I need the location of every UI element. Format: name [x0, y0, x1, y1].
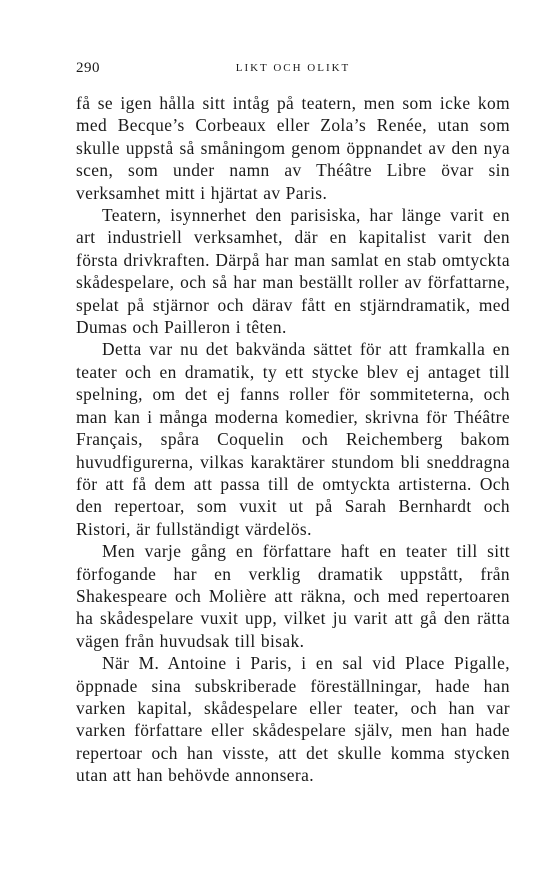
paragraph: Detta var nu det bakvända sättet för att framkalla en teater och en dramatik, ty ett stycke blev ej antaget till spelning, om det ej fanns roller för sommiteterna, och man kan i många moderna komedier, skrivna för Théâtre Français, spåra Coquelin och Reichemberg bakom huvudfigurerna, vilkas karaktärer stundom bli sneddragna för att få dem att passa till de omtyckta artisterna. Och den repertoar, som vuxit ut på Sarah Bernhardt och Ristori, är fullständigt värdelös.: [76, 339, 510, 539]
body-text: [76, 92, 510, 787]
page-number: 290: [76, 60, 100, 76]
running-head: LIKT OCH OLIKT: [235, 62, 351, 74]
paragraph: Men varje gång en författare haft en teater till sitt förfogande har en verklig dramatik uppstått, från Shakespeare och Molière att räkna, och med repertoaren ha skådespelare vuxit upp, vilket ju varit att gå den rätta vägen från huvudsak till bisak.: [76, 541, 510, 651]
paragraph: Teatern, isynnerhet den parisiska, har länge varit en art industriell verksamhet, där en kapitalist varit den första drivkraften. Därpå har man samlat en stab omtyckta skådespelare, och så har man beställt roller av författarne, spelat på stjärnor och därav fått en stjärndramatik, med Dumas och Pailleron i têten.: [76, 205, 510, 338]
paragraph-continuation: få se igen hålla sitt intåg på teatern, men som icke kom med Becque’s Corbeaux eller Zola’s Renée, utan som skulle uppstå så småningom genom öppnandet av den nya scen, som under namn av Théâtre Libre övar sin verksamhet mitt i hjärtat av Paris.: [76, 93, 510, 203]
paragraph: När M. Antoine i Paris, i en sal vid Place Pigalle, öppnade sina subskriberade föreställningar, hade han varken kapital, skådespelare eller teater, och han var varken författare eller skådespelare själv, men han hade repertoar och han visste, att det skulle komma stycken utan att han behövde annonsera.: [76, 653, 510, 786]
page-header: [76, 60, 510, 80]
